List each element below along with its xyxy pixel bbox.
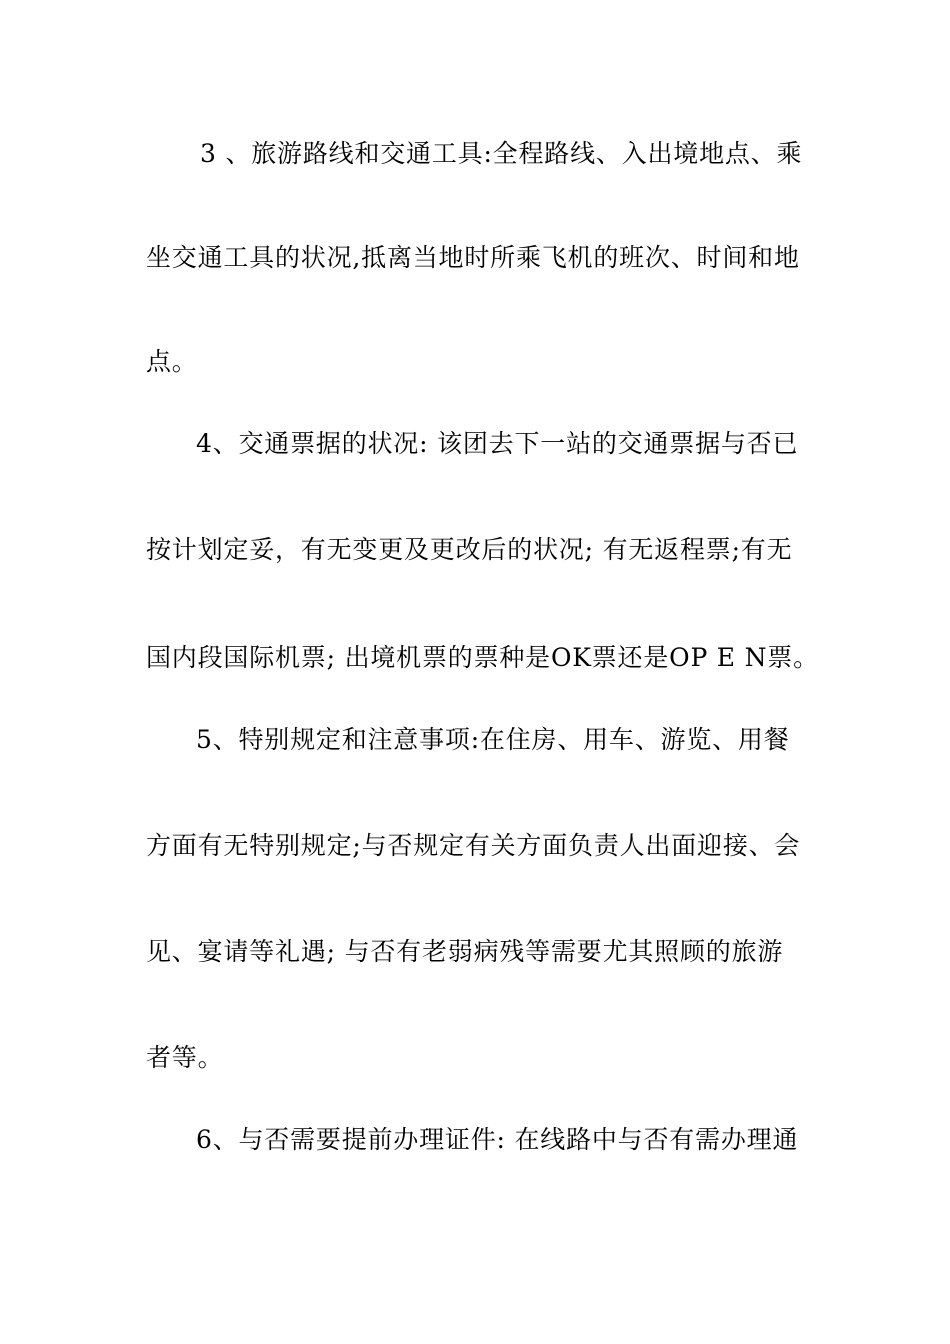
text-line: 4、交通票据的状况: 该团去下一站的交通票据与否已 [196, 429, 799, 458]
text-line: 5、特别规定和注意事项:在住房、用车、游览、用餐 [196, 725, 790, 754]
text-line: 见、宴请等礼遇; 与否有老弱病残等需要尤其照顾的旅游 [146, 937, 784, 966]
text-line: 国内段国际机票; 出境机票的票种是OK票还是OP E N票。 [146, 643, 819, 672]
text-line: 点。 [146, 347, 198, 376]
text-line: 方面有无特别规定;与否规定有关方面负责人出面迎接、会 [146, 831, 801, 860]
text-line: 6、与否需要提前办理证件: 在线路中与否有需办理通 [196, 1125, 799, 1154]
text-line: 3 、旅游路线和交通工具:全程路线、入出境地点、乘 [200, 139, 803, 168]
text-line: 者等。 [146, 1043, 224, 1072]
text-line: 按计划定妥，有无变更及更改后的状况; 有无返程票;有无 [146, 535, 793, 564]
text-line: 坐交通工具的状况,抵离当地时所乘飞机的班次、时间和地 [146, 243, 800, 272]
